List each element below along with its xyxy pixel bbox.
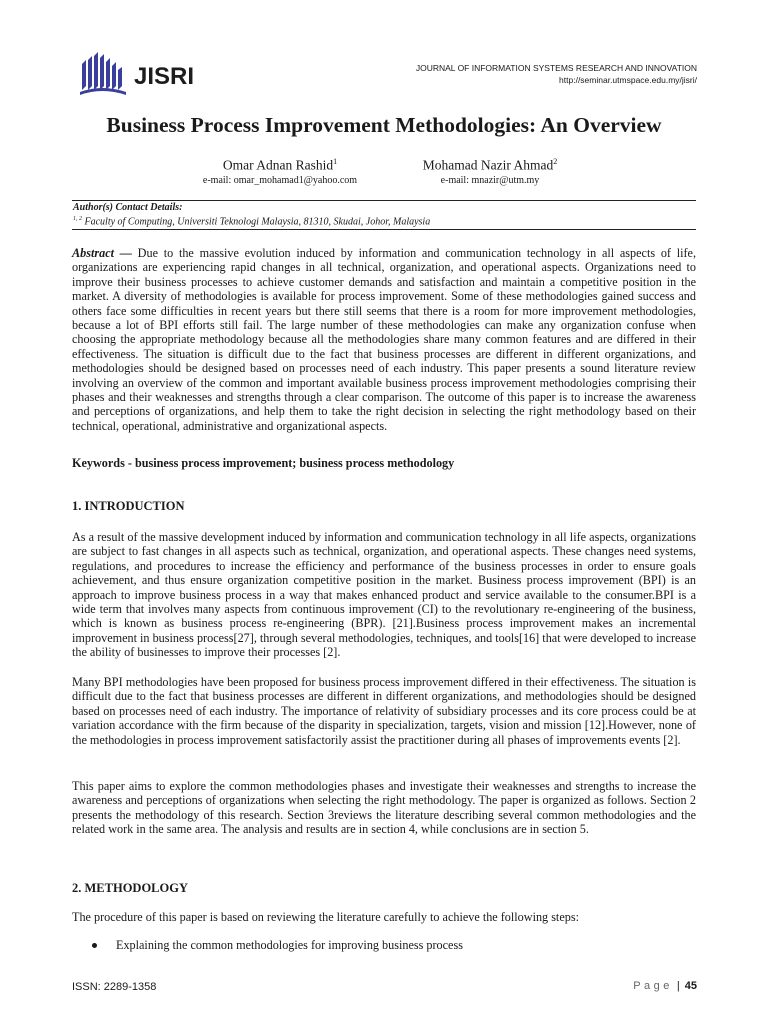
- page-number: 45: [684, 980, 697, 992]
- abstract-label: Abstract —: [72, 246, 132, 260]
- footer-page: [633, 980, 697, 992]
- page-word: Page: [633, 980, 673, 992]
- author-2-sup: 2: [553, 157, 558, 166]
- methodology-paragraph-1: The procedure of this paper is based on reviewing the literature carefully to achieve the following steps:: [72, 910, 579, 924]
- keywords: Keywords - business process improvement; business process methodology: [72, 456, 455, 470]
- journal-url[interactable]: http://seminar.utmspace.edu.my/jisri/: [559, 74, 697, 85]
- intro-paragraph-3: This paper aims to explore the common methodologies phases and investigate their weaknesses and strengths to increase the awareness and perceptions of organizations when selecting the right methodology. The paper is organized as follows. Section 2 presents the methodology of this research. Section 3reviews the literature describing several common methodologies and the related work in the same area. The analysis and results are in section 4, while conclusions are in section 5.: [72, 779, 696, 837]
- author-2-name: Mohamad Nazir Ahmad: [422, 157, 554, 173]
- logo-text: JISRI: [134, 63, 195, 90]
- journal-name: JOURNAL OF INFORMATION SYSTEMS RESEARCH AND INNOVATION: [415, 63, 697, 73]
- journal-header: [416, 63, 697, 86]
- contact-sup: 1, 2: [73, 215, 82, 222]
- abstract-text: Due to the massive evolution induced by information and communication technology in all aspects of life, organizations are experiencing rapid changes in all technical, organization, and operational aspects. Organizations need to improve their business processes to achieve customer demands and satisfaction and maintain a competitive position in the market. A diversity of methodologies is available for process improvement. Some of these methodologies gained success and others face some difficulties in recent years but there still seems that there is a room for more improvement methodologies, because a lot of BPI efforts still fail. The large number of these methodologies can make any organization confuse when choosing the appropriate methodology because all the methodologies share many common features and are differed in their effectiveness. The situation is difficult due to the fact that business processes are different in different organizations, and methodologies should be designed based on processes need of each industry. This paper presents a sound literature review involving an overview of the common and important available business process improvement methodologies comprising their phases and their weaknesses and strengths through a clear comparison. The outcome of this paper is to increase the awareness and perceptions of organizations, and help them to take the right decision in selecting the right methodology based on their technical, operational, administrative and organizational aspects.: [72, 246, 697, 433]
- jisri-logo: [78, 50, 208, 100]
- methodology-heading: 2. METHODOLOGY: [72, 881, 188, 895]
- intro-paragraph-1: As a result of the massive development induced by information and communication technology in all life aspects, organizations are subject to fast changes in all aspects such as technical, organization, and operational aspects. These changes need systems, regulations, and procedures to increase the efficiency and performance of the business processes in order to ensure goals achievement, and thus ensure organization competitive position in the market. Business process improvement (BPI) is an approach to improve business process in a way that makes enhanced product and service available to the consumer.BPI is a wide term that involves many aspects from continuous improvement (CI) to the revolutionary re-engineering of the business, which is known as business process re-engineering (BPR). [21].Business process improvement makes an incremental improvement in business process[27], through several methodologies, techniques, and tools[16] that were developed to increase the ability of businesses to improve their processes [2].: [72, 530, 696, 660]
- author-1-email: e-mail: omar_mohamad1@yahoo.com: [202, 174, 358, 186]
- bullet-icon: [92, 943, 97, 948]
- bullet-text: Explaining the common methodologies for improving business process: [116, 938, 463, 952]
- page-separator: |: [676, 980, 680, 992]
- abstract: [72, 246, 696, 433]
- paper-title: Business Process Improvement Methodologies: An Overview: [106, 113, 662, 137]
- contact-affiliation-line: [73, 214, 695, 228]
- intro-heading: 1. INTRODUCTION: [72, 499, 185, 513]
- author-1-name: Omar Adnan Rashid: [222, 157, 334, 173]
- author-2-email: e-mail: mnazir@utm.my: [440, 174, 540, 186]
- author-1: [190, 154, 370, 187]
- footer-issn: ISSN: 2289-1358: [72, 981, 157, 993]
- bullet-item: [92, 938, 463, 953]
- author-2: [400, 154, 580, 187]
- contact-affiliation: Faculty of Computing, Universiti Teknologi Malaysia, 81310, Skudai, Johor, Malaysia: [84, 215, 431, 227]
- author-1-sup: 1: [333, 157, 338, 166]
- contact-heading: Author(s) Contact Details:: [73, 202, 183, 213]
- intro-paragraph-2: Many BPI methodologies have been proposed for business process improvement differed in their effectiveness. The situation is difficult due to the fact that business processes are different in different organizations, and methodologies should be designed based on processes need of each industry. The importance of relativity of subsidiary processes and its core process could be at variation accordance with the firm because of the disparity in specialization, targets, vision and mission [12].However, none of the methodologies in process improvement satisfactorily assist the practitioner during all phases of improvements events [2].: [72, 675, 696, 747]
- contact-details: [72, 200, 696, 230]
